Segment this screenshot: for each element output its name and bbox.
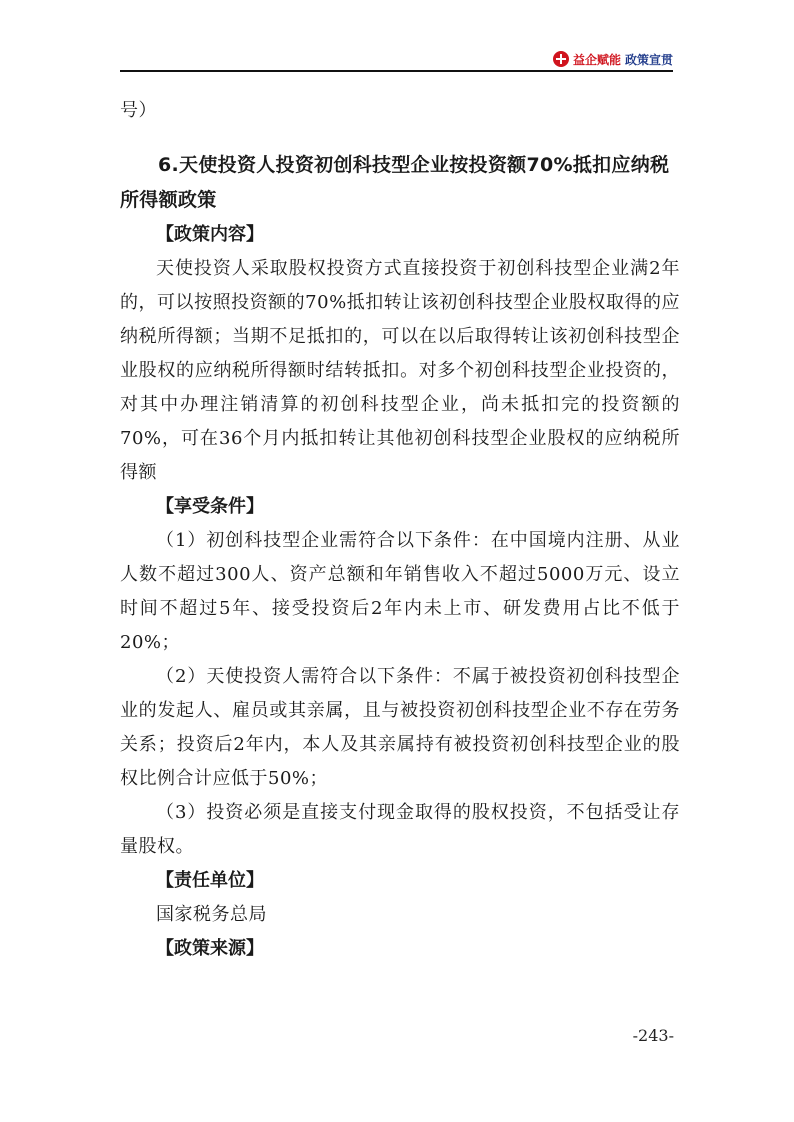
condition-item: （3）投资必须是直接支付现金取得的股权投资，不包括受让存量股权。 <box>120 802 680 857</box>
conditions-heading: 【享受条件】 <box>156 496 264 517</box>
responsible-heading: 【责任单位】 <box>156 870 264 891</box>
document-body <box>120 94 680 966</box>
responsible-unit: 国家税务总局 <box>156 904 267 925</box>
brand-subtitle: 政策宣贯 <box>624 52 673 67</box>
condition-item: （1）初创科技型企业需符合以下条件：在中国境内注册、从业人数不超过300人、资产总额和年销售收入不超过5000万元、设立时间不超过5年、接受投资后2年内未上市、研发费用占比不低于20%； <box>120 530 680 653</box>
header-divider <box>120 70 673 72</box>
page-number: -243- <box>632 1026 674 1045</box>
policy-content-paragraph: 天使投资人采取股权投资方式直接投资于初创科技型企业满2年的，可以按照投资额的70%抵扣转让该初创科技型企业股权取得的应纳税所得额；当期不足抵扣的，可以在以后取得转让该初创科技型企业股权的应纳税所得额时结转抵扣。对多个初创科技型企业投资的，对其中办理注销清算的初创科技型企业，尚未抵扣完的投资额的70%，可在36个月内抵扣转让其他初创科技型企业股权的应纳税所得额 <box>120 258 680 483</box>
policy-title: 6.天使投资人投资初创科技型企业按投资额70%抵扣应纳税所得额政策 <box>120 154 670 211</box>
policy-content-heading: 【政策内容】 <box>156 224 264 245</box>
condition-item: （2）天使投资人需符合以下条件：不属于被投资初创科技型企业的发起人、雇员或其亲属，且与被投资初创科技型企业不存在劳务关系；投资后2年内，本人及其亲属持有被投资初创科技型企业的股权比例合计应低于50%； <box>120 666 680 789</box>
brand-mark <box>553 50 673 68</box>
source-heading: 【政策来源】 <box>156 938 264 959</box>
page-header <box>120 48 673 74</box>
brand-name: 益企赋能 <box>572 52 621 67</box>
continuation-text: 号） <box>120 100 157 121</box>
brand-logo-icon <box>553 51 569 67</box>
